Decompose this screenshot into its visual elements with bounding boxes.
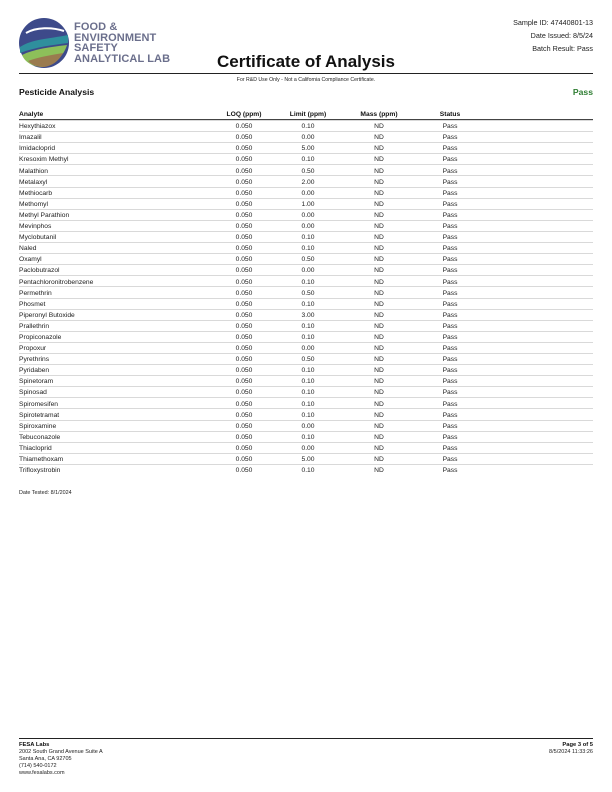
- cell-limit: 0.10: [301, 389, 315, 397]
- cell-analyte: Phosmet: [19, 300, 46, 308]
- table-row: [19, 342, 593, 353]
- cell-loq: 0.050: [235, 400, 253, 408]
- header-mass: Mass (ppm): [360, 111, 398, 118]
- cell-analyte: Spinosad: [19, 389, 47, 397]
- cell-mass: ND: [374, 267, 384, 275]
- cell-mass: ND: [374, 200, 384, 208]
- cell-analyte: Pyridaben: [19, 367, 50, 375]
- cell-analyte: Paclobutrazol: [19, 267, 60, 275]
- cell-limit: 0.50: [301, 289, 315, 297]
- cell-loq: 0.050: [235, 289, 253, 297]
- cell-loq: 0.050: [235, 456, 253, 463]
- logo-line: ANALYTICAL LAB: [74, 52, 171, 65]
- table-row: [19, 175, 593, 186]
- cell-analyte: Thiamethoxam: [19, 456, 64, 463]
- header-analyte: Analyte: [19, 111, 44, 118]
- header-limit: Limit (ppm): [289, 111, 327, 118]
- cell-mass: ND: [374, 278, 384, 286]
- cell-analyte: Permethrin: [19, 289, 52, 297]
- cell-analyte: Metalaxyl: [19, 178, 48, 186]
- cell-loq: 0.050: [235, 156, 253, 164]
- table-row: [19, 364, 593, 375]
- cell-mass: ND: [374, 389, 384, 397]
- table-row: [19, 264, 593, 275]
- cell-loq: 0.050: [235, 411, 253, 419]
- cell-loq: 0.050: [235, 356, 253, 364]
- cell-mass: ND: [374, 167, 384, 175]
- cell-mass: ND: [374, 378, 384, 386]
- cell-mass: ND: [374, 311, 384, 319]
- cell-status: Pass: [442, 123, 458, 131]
- cell-status: Pass: [442, 200, 458, 208]
- section-result: Pass: [572, 87, 593, 97]
- cell-mass: ND: [374, 400, 384, 408]
- cell-status: Pass: [442, 456, 458, 463]
- cell-loq: 0.050: [235, 278, 253, 286]
- cell-mass: ND: [374, 467, 384, 475]
- table-row: [19, 420, 593, 431]
- table-row: [19, 142, 593, 153]
- cell-status: Pass: [442, 367, 458, 375]
- cell-limit: 0.10: [301, 367, 315, 375]
- cell-loq: 0.050: [235, 223, 253, 231]
- cell-status: Pass: [442, 444, 458, 452]
- cell-loq: 0.050: [235, 422, 253, 430]
- cell-analyte: Hexythiazox: [19, 123, 56, 131]
- cell-status: Pass: [442, 422, 458, 430]
- cell-limit: 0.10: [301, 467, 315, 475]
- cell-analyte: Pyrethrins: [19, 356, 50, 364]
- cell-analyte: Propiconazole: [19, 333, 62, 341]
- table-row: [19, 198, 593, 209]
- cell-loq: 0.050: [235, 367, 253, 375]
- table-row: [19, 275, 593, 286]
- cell-loq: 0.050: [235, 256, 253, 264]
- table-row: [19, 464, 593, 475]
- cell-analyte: Prallethrin: [19, 322, 50, 330]
- table-row: [19, 153, 593, 164]
- cell-loq: 0.050: [235, 189, 253, 197]
- table-row: [19, 131, 593, 142]
- cell-analyte: Imidacloprid: [19, 145, 56, 153]
- table-row: [19, 164, 593, 175]
- table-row: [19, 231, 593, 242]
- cell-status: Pass: [442, 234, 458, 242]
- cell-mass: ND: [374, 245, 384, 253]
- page-number: Page 3 of 5: [562, 742, 593, 748]
- cell-limit: 0.10: [301, 156, 315, 164]
- cell-limit: 0.10: [301, 234, 315, 242]
- cell-analyte: Spinetoram: [19, 378, 54, 386]
- cell-status: Pass: [442, 345, 458, 353]
- cell-status: Pass: [442, 167, 458, 175]
- table-row: [19, 353, 593, 364]
- table-row: [19, 120, 593, 131]
- footer-address: [19, 742, 103, 777]
- sample-id: Sample ID: 47440801-13: [513, 18, 593, 27]
- cell-limit: 0.00: [301, 211, 315, 219]
- cell-loq: 0.050: [235, 300, 253, 308]
- cell-status: Pass: [442, 156, 458, 164]
- cell-status: Pass: [442, 322, 458, 330]
- cell-mass: ND: [374, 345, 384, 353]
- table-body: [19, 120, 593, 475]
- cell-limit: 0.10: [301, 300, 315, 308]
- cell-mass: ND: [374, 156, 384, 164]
- table-row: [19, 408, 593, 419]
- cell-limit: 0.10: [301, 433, 315, 441]
- table-header: [19, 111, 593, 119]
- cell-status: Pass: [442, 145, 458, 153]
- cell-limit: 0.10: [301, 333, 315, 341]
- cell-limit: 0.50: [301, 256, 315, 264]
- cell-loq: 0.050: [235, 433, 253, 441]
- cell-status: Pass: [442, 400, 458, 408]
- cell-analyte: Malathion: [19, 167, 48, 175]
- cell-limit: 0.10: [301, 378, 315, 386]
- cell-analyte: Thiacloprid: [19, 444, 52, 452]
- cell-limit: 0.00: [301, 223, 315, 231]
- footer-divider: [19, 738, 593, 739]
- cell-mass: ND: [374, 123, 384, 131]
- cell-limit: 0.10: [301, 411, 315, 419]
- cell-mass: ND: [374, 300, 384, 308]
- header-loq: LOQ (ppm): [226, 111, 262, 118]
- cell-limit: 0.00: [301, 422, 315, 430]
- cell-limit: 0.10: [301, 322, 315, 330]
- cell-status: Pass: [442, 356, 458, 364]
- cell-analyte: Trifloxystrobin: [19, 467, 61, 475]
- cell-loq: 0.050: [235, 322, 253, 330]
- cell-limit: 0.50: [301, 167, 315, 175]
- cell-loq: 0.050: [235, 444, 253, 452]
- cell-analyte: Propoxur: [19, 345, 47, 353]
- date-tested: Date Tested: 8/1/2024: [19, 490, 72, 496]
- cell-status: Pass: [442, 467, 458, 475]
- header-divider: [19, 73, 593, 74]
- cell-status: Pass: [442, 411, 458, 419]
- cell-analyte: Piperonyl Butoxide: [19, 311, 75, 319]
- cell-limit: 0.10: [301, 123, 315, 131]
- cell-status: Pass: [442, 245, 458, 253]
- cell-loq: 0.050: [235, 311, 253, 319]
- cell-status: Pass: [442, 289, 458, 297]
- cell-status: Pass: [442, 178, 458, 186]
- cell-loq: 0.050: [235, 234, 253, 242]
- cell-analyte: Mevinphos: [19, 223, 52, 231]
- cell-loq: 0.050: [235, 167, 253, 175]
- pesticide-table: [19, 111, 593, 475]
- cell-mass: ND: [374, 223, 384, 231]
- header-status: Status: [439, 111, 461, 118]
- cell-loq: 0.050: [235, 389, 253, 397]
- cell-status: Pass: [442, 189, 458, 197]
- cell-limit: 5.00: [301, 145, 315, 153]
- date-issued: Date Issued: 8/5/24: [530, 30, 593, 40]
- footer-website: www.fesalabs.com: [19, 770, 65, 776]
- table-row: [19, 397, 593, 408]
- logo-line: FOOD &: [74, 21, 118, 33]
- cell-loq: 0.050: [235, 345, 253, 353]
- cell-loq: 0.050: [235, 467, 253, 475]
- cell-loq: 0.050: [235, 378, 253, 386]
- logo-line: ENVIRONMENT: [74, 31, 157, 44]
- cell-loq: 0.050: [235, 134, 253, 142]
- cell-limit: 0.10: [301, 245, 315, 253]
- table-row: [19, 309, 593, 320]
- document-title: Certificate of Analysis: [217, 52, 395, 71]
- cell-limit: 0.10: [301, 278, 315, 286]
- cell-mass: ND: [374, 289, 384, 297]
- batch-result: Batch Result: Pass: [532, 43, 593, 53]
- cell-limit: 5.00: [301, 456, 315, 463]
- cell-status: Pass: [442, 433, 458, 441]
- cell-analyte: Pentachloronitrobenzene: [19, 278, 94, 286]
- cell-mass: ND: [374, 134, 384, 142]
- table-row: [19, 209, 593, 220]
- cell-mass: ND: [374, 356, 384, 364]
- cell-status: Pass: [442, 333, 458, 341]
- cell-mass: ND: [374, 178, 384, 186]
- section-title: Pesticide Analysis: [19, 87, 95, 97]
- cell-mass: ND: [374, 433, 384, 441]
- cell-mass: ND: [374, 189, 384, 197]
- cell-limit: 0.00: [301, 444, 315, 452]
- cell-limit: 0.10: [301, 400, 315, 408]
- document-subtitle: For R&D Use Only - Not a California Compliance Certificate.: [236, 77, 376, 83]
- cell-loq: 0.050: [235, 178, 253, 186]
- cell-status: Pass: [442, 256, 458, 264]
- cell-analyte: Tebuconazole: [19, 433, 61, 441]
- cell-loq: 0.050: [235, 267, 253, 275]
- cell-status: Pass: [442, 311, 458, 319]
- cell-analyte: Myclobutanil: [19, 234, 57, 242]
- cell-status: Pass: [442, 211, 458, 219]
- cell-status: Pass: [442, 300, 458, 308]
- table-row: [19, 242, 593, 253]
- table-row: [19, 331, 593, 342]
- footer-phone: (714) 540-0172: [19, 763, 57, 769]
- table-row: [19, 220, 593, 231]
- cell-status: Pass: [442, 223, 458, 231]
- table-row: [19, 187, 593, 198]
- cell-analyte: Methiocarb: [19, 189, 53, 197]
- cell-mass: ND: [374, 211, 384, 219]
- cell-mass: ND: [374, 234, 384, 242]
- footer-company: FESA Labs: [19, 742, 50, 748]
- table-row: [19, 442, 593, 453]
- cell-mass: ND: [374, 367, 384, 375]
- table-row: [19, 375, 593, 386]
- cell-mass: ND: [374, 444, 384, 452]
- cell-status: Pass: [442, 134, 458, 142]
- footer-address-line2: Santa Ana, CA 92705: [19, 756, 72, 762]
- cell-mass: ND: [374, 256, 384, 264]
- cell-loq: 0.050: [235, 200, 253, 208]
- cell-limit: 3.00: [301, 311, 315, 319]
- cell-analyte: Naled: [19, 245, 37, 253]
- cell-loq: 0.050: [235, 245, 253, 253]
- cell-analyte: Kresoxim Methyl: [19, 156, 69, 164]
- cell-limit: 1.00: [301, 200, 315, 208]
- cell-status: Pass: [442, 267, 458, 275]
- cell-mass: ND: [374, 145, 384, 153]
- cell-analyte: Imazalil: [19, 134, 42, 142]
- cell-analyte: Methyl Parathion: [19, 211, 70, 219]
- cell-limit: 2.00: [301, 178, 315, 186]
- table-row: [19, 286, 593, 297]
- footer-page-info: [549, 742, 593, 756]
- cell-loq: 0.050: [235, 145, 253, 153]
- cell-status: Pass: [442, 278, 458, 286]
- cell-loq: 0.050: [235, 211, 253, 219]
- cell-mass: ND: [374, 333, 384, 341]
- cell-limit: 0.00: [301, 345, 315, 353]
- table-row: [19, 320, 593, 331]
- cell-limit: 0.00: [301, 134, 315, 142]
- cell-analyte: Methomyl: [19, 200, 48, 208]
- cell-limit: 0.50: [301, 356, 315, 364]
- table-row: [19, 431, 593, 442]
- table-row: [19, 298, 593, 309]
- cell-status: Pass: [442, 389, 458, 397]
- table-row: [19, 253, 593, 264]
- cell-limit: 0.00: [301, 267, 315, 275]
- cell-loq: 0.050: [235, 333, 253, 341]
- cell-mass: ND: [374, 456, 384, 463]
- table-row: [19, 386, 593, 397]
- certificate-meta: [513, 17, 593, 55]
- cell-status: Pass: [442, 378, 458, 386]
- cell-analyte: Oxamyl: [19, 256, 42, 264]
- footer-timestamp: 8/5/2024 11:33:26: [549, 749, 593, 755]
- cell-analyte: Spiromesifen: [19, 400, 59, 408]
- table-row: [19, 453, 593, 464]
- cell-mass: ND: [374, 422, 384, 430]
- footer-address-line1: 2002 South Grand Avenue Suite A: [19, 749, 103, 755]
- cell-analyte: Spirotetramat: [19, 411, 60, 419]
- logo-line: SAFETY: [74, 42, 118, 54]
- cell-limit: 0.00: [301, 189, 315, 197]
- cell-loq: 0.050: [235, 123, 253, 131]
- cell-mass: ND: [374, 411, 384, 419]
- cell-analyte: Spiroxamine: [19, 422, 57, 430]
- cell-mass: ND: [374, 322, 384, 330]
